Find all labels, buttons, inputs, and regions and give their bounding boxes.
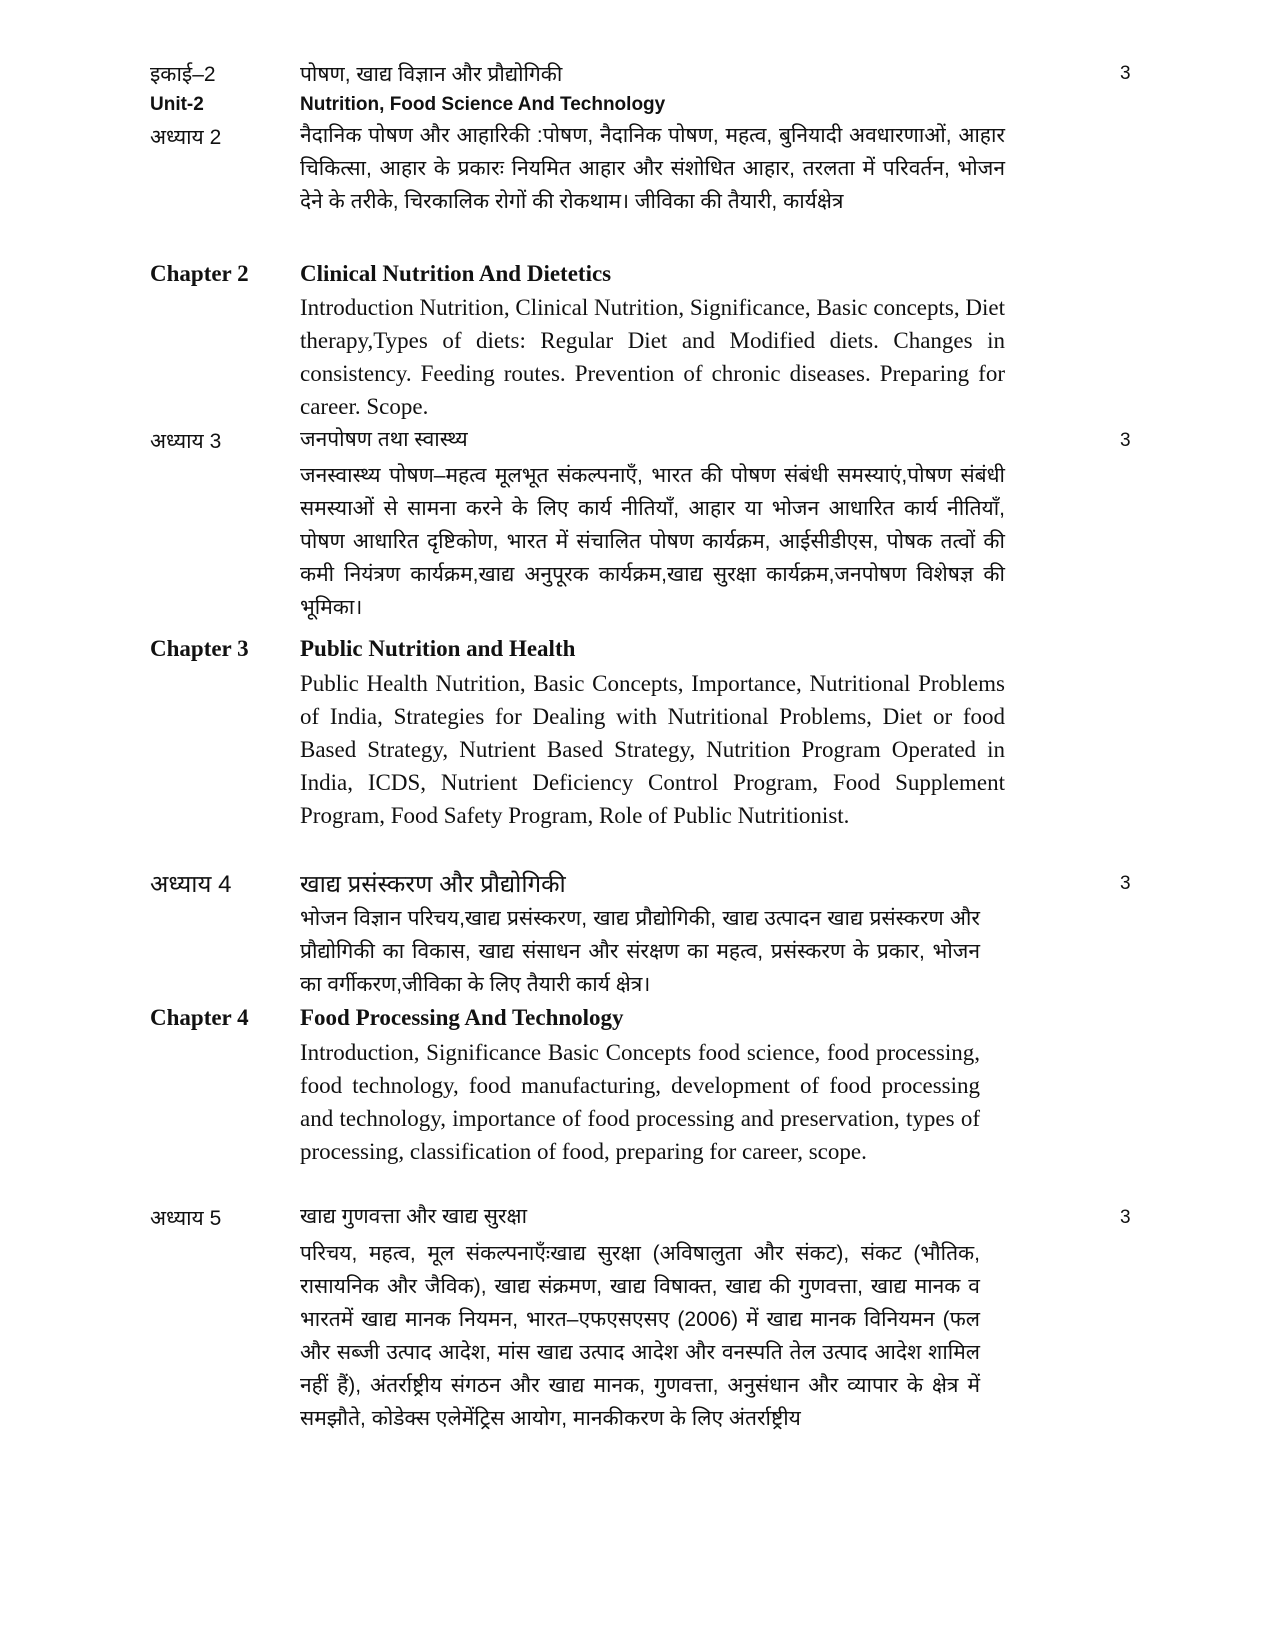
chapter-4-title-hindi: खाद्य प्रसंस्करण और प्रौद्योगिकी [300, 871, 566, 898]
chapter-3-label-hindi: अध्याय 3 [150, 430, 222, 453]
chapter-4-label-english: Chapter 4 [150, 1005, 249, 1030]
chapter-3-label-english: Chapter 3 [150, 636, 249, 661]
chapter-2-title-english: Clinical Nutrition And Dietetics [300, 261, 612, 286]
chapter-2-label-english: Chapter 2 [150, 261, 249, 286]
chapter-4-body-hindi: भोजन विज्ञान परिचय,खाद्य प्रसंस्करण, खाद्य प्रौद्योगिकी, खाद्य उत्पादन खाद्य प्रसंस्करण और प्रौद्योगिकी का विकास, खाद्य संसाधन और संरक्षण का महत्व, प्रसंस्करण के प्रकार, भोजन का वर्गीकरण,जीविका के लिए तैयारी कार्य क्षेत्र। [300, 907, 980, 996]
unit-title-english: Nutrition, Food Science And Technology [300, 94, 666, 115]
chapter-3-title-hindi: जनपोषण तथा स्वास्थ्य [300, 428, 468, 451]
chapter-4-credit-number: 3 [1120, 873, 1131, 894]
unit-label-english: Unit-2 [150, 94, 204, 115]
chapter-4-title-english: Food Processing And Technology [300, 1005, 624, 1030]
unit-label-hindi: इकाई–2 [150, 63, 216, 86]
unit-title-hindi: पोषण, खाद्य विज्ञान और प्रौद्योगिकी [300, 63, 563, 86]
chapter-5-label-hindi: अध्याय 5 [150, 1207, 222, 1230]
chapter-3-body-english: Public Health Nutrition, Basic Concepts, Importance, Nutritional Problems of India, Strategies for Dealing with Nutritional Problems, Diet or food Based Strategy, Nutrient Based Strategy, Nutrition Program Operated in India, ICDS, Nutrient Deficiency Control Program, Food Supplement Program, Food Safety Program, Role of Public Nutritionist. [300, 671, 1005, 828]
unit-credit-number: 3 [1120, 63, 1131, 84]
chapter-3-credit-number: 3 [1120, 430, 1131, 451]
chapter-2-body-hindi: नैदानिक पोषण और आहारिकी :पोषण, नैदानिक पोषण, महत्व, बुनियादी अवधारणाओं, आहार चिकित्सा, आहार के प्रकारः नियमित आहार और संशोधित आहार, तरलता में परिवर्तन, भोजन देने के तरीके, चिरकालिक रोगों की रोकथाम। जीविका की तैयारी, कार्यक्षेत्र [300, 124, 1005, 213]
chapter-5-credit-number: 3 [1120, 1207, 1131, 1228]
chapter-5-body-hindi: परिचय, महत्व, मूल संकल्पनाएँःखाद्य सुरक्षा (अविषालुता और संकट), संकट (भौतिक, रासायनिक और जैविक), खाद्य संक्रमण, खाद्य विषाक्त, खाद्य की गुणवत्ता, खाद्य मानक व भारतमें खाद्य मानक नियमन, भारत–एफएसएसए (2006) में खाद्य मानक विनियमन (फल और सब्जी उत्पाद आदेश, मांस खाद्य उत्पाद आदेश और वनस्पति तेल उत्पाद आदेश शामिल नहीं हैं), अंतर्राष्ट्रीय संगठन और खाद्य मानक, गुणवत्ता, अनुसंधान और व्यापार के क्षेत्र में समझौते, कोडेक्स एलेमेंट्रिस आयोग, मानकीकरण के लिए अंतर्राष्ट्रीय [300, 1242, 980, 1430]
chapter-3-title-english: Public Nutrition and Health [300, 636, 576, 661]
chapter-5-title-hindi: खाद्य गुणवत्ता और खाद्य सुरक्षा [300, 1205, 528, 1228]
chapter-4-body-english: Introduction, Significance Basic Concepts food science, food processing, food technology, food manufacturing, development of food processing and technology, importance of food processing and preservation, types of processing, classification of food, preparing for career, scope. [300, 1040, 980, 1164]
chapter-2-body-english: Introduction Nutrition, Clinical Nutrition, Significance, Basic concepts, Diet therapy,Types of diets: Regular Diet and Modified diets. Changes in consistency. Feeding routes. Prevention of chronic diseases. Preparing for career. Scope. [300, 295, 1005, 419]
chapter-3-body-hindi: जनस्वास्थ्य पोषण–महत्व मूलभूत संकल्पनाएँ, भारत की पोषण संबंधी समस्याएं,पोषण संबंधी समस्याओं से सामना करने के लिए कार्य नीतियाँ, आहार या भोजन आधारित कार्य नीतियाँ, पोषण आधारित दृष्टिकोण, भारत में संचालित पोषण कार्यक्रम, आईसीडीएस, पोषक तत्वों की कमी नियंत्रण कार्यक्रम,खाद्य अनुपूरक कार्यक्रम,खाद्य सुरक्षा कार्यक्रम,जनपोषण विशेषज्ञ की भूमिका। [300, 464, 1005, 619]
chapter-2-label-hindi: अध्याय 2 [150, 126, 222, 149]
chapter-4-label-hindi: अध्याय 4 [150, 871, 232, 898]
